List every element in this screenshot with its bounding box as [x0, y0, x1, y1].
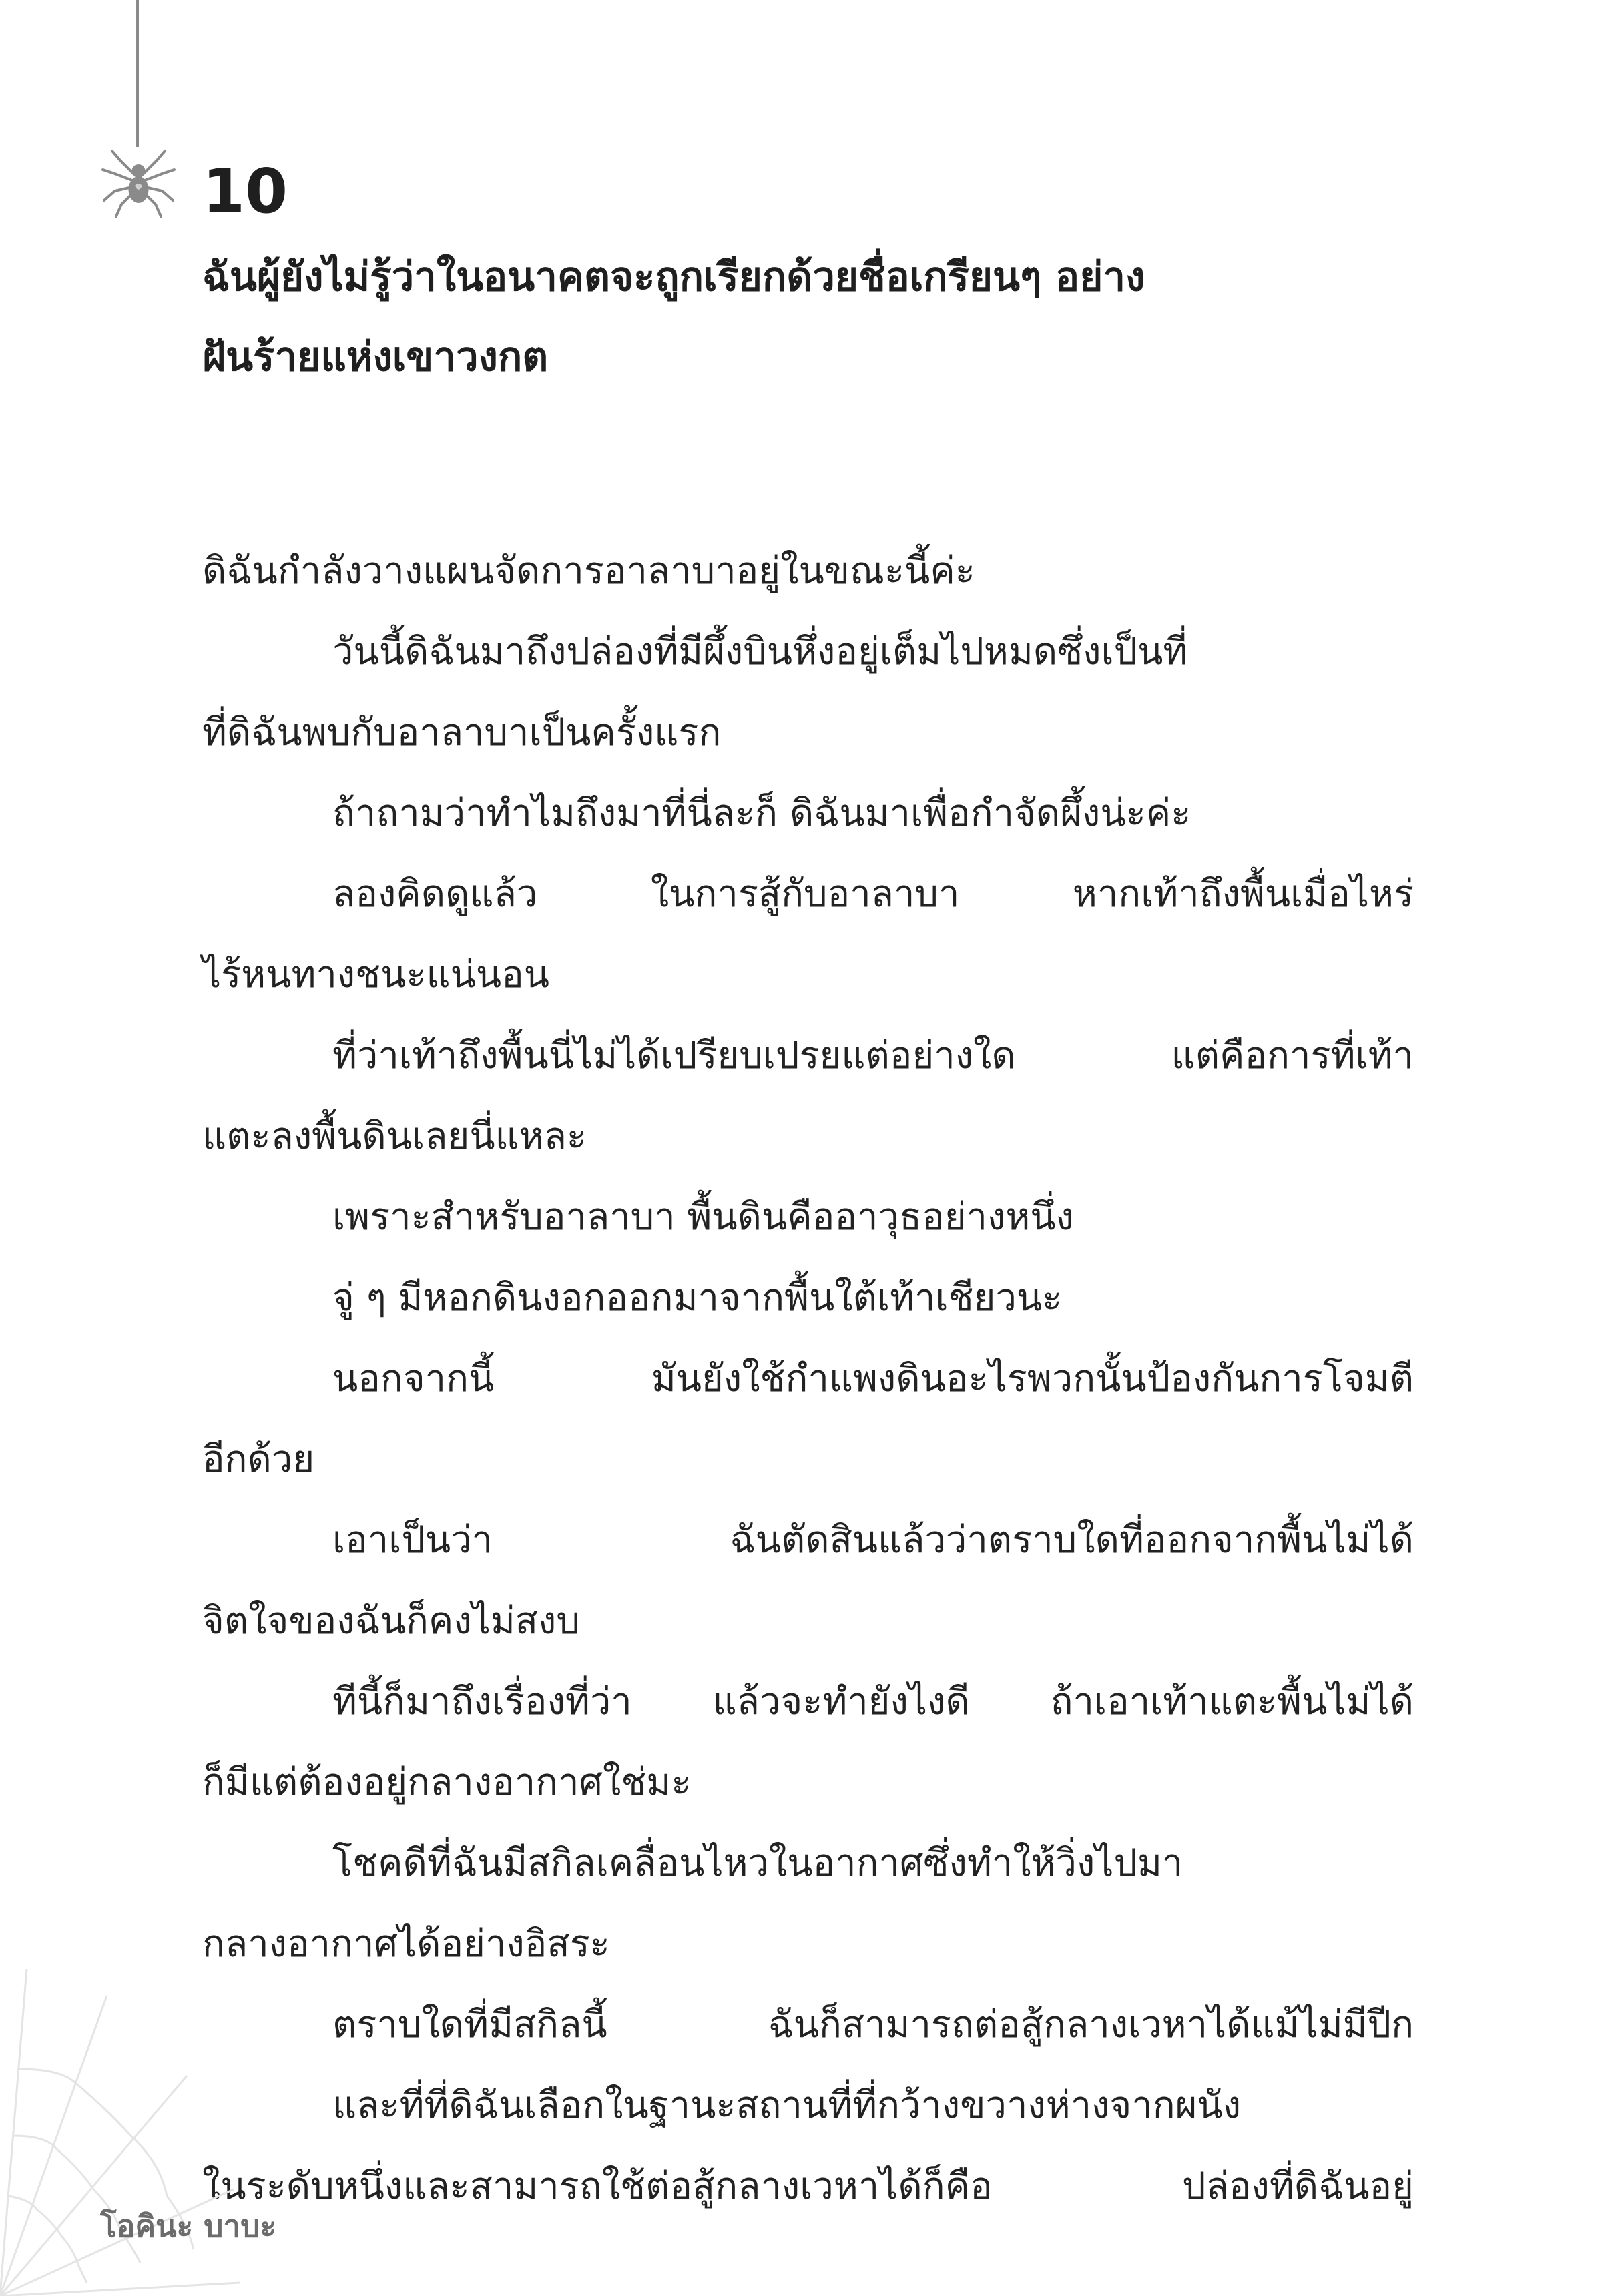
- body-line: อีกด้วย: [202, 1438, 315, 1481]
- spider-icon: [100, 147, 177, 220]
- body-line: โชคดีที่ฉันมีสกิลเคลื่อนไหวในอากาศซึ่งทำให้วิ่งไปมา: [332, 1841, 1183, 1885]
- body-line: ทีนี้ก็มาถึงเรื่องที่ว่า แล้วจะทำยังไงดี ถ้าเอาเท้าแตะพื้นไม่ได้: [332, 1680, 1414, 1723]
- chapter-title-line: ฝันร้ายแห่งเขาวงกต: [202, 334, 549, 380]
- chapter-title: [202, 237, 1417, 397]
- body-line: ในระดับหนึ่งและสามารถใช้ต่อสู้กลางเวหาได้ก็คือ ปล่องที่ดิฉันอยู่: [202, 2165, 1414, 2208]
- chapter-title-line: ฉันผู้ยังไม่รู้ว่าในอนาคตจะถูกเรียกด้วยชื่อเกรียนๆ อย่าง: [202, 254, 1145, 300]
- chapter-number: 10: [202, 156, 288, 227]
- body-line: ไร้หนทางชนะแน่นอน: [202, 953, 550, 996]
- body-line: จิตใจของฉันก็คงไม่สงบ: [202, 1599, 580, 1643]
- body-line: ก็มีแต่ต้องอยู่กลางอากาศใช่มะ: [202, 1761, 692, 1804]
- body-line: เอาเป็นว่า ฉันตัดสินแล้วว่าตราบใดที่ออกจากพื้นไม่ได้: [332, 1518, 1414, 1562]
- footer-author: โอคินะ บาบะ: [100, 2208, 277, 2244]
- body-line: แตะลงพื้นดินเลยนี่แหละ: [202, 1115, 587, 1158]
- body-line: ถ้าถามว่าทำไมถึงมาที่นี่ละก็ ดิฉันมาเพื่อกำจัดผึ้งน่ะค่ะ: [332, 792, 1191, 835]
- body-text: [202, 531, 1414, 2227]
- body-line: กลางอากาศได้อย่างอิสระ: [202, 1922, 610, 1966]
- body-line: ที่ว่าเท้าถึงพื้นนี่ไม่ได้เปรียบเปรยแต่อย่างใด แต่คือการที่เท้า: [332, 1034, 1414, 1077]
- body-line: ดิฉันกำลังวางแผนจัดการอาลาบาอยู่ในขณะนี้ค่ะ: [202, 549, 975, 593]
- body-line: เพราะสำหรับอาลาบา พื้นดินคืออาวุธอย่างหนึ่ง: [332, 1195, 1074, 1239]
- body-line: จู่ ๆ มีหอกดินงอกออกมาจากพื้นใต้เท้าเชียวนะ: [332, 1276, 1063, 1320]
- body-line: และที่ที่ดิฉันเลือกในฐานะสถานที่ที่กว้างขวางห่างจากผนัง: [332, 2084, 1242, 2127]
- body-line: ตราบใดที่มีสกิลนี้ ฉันก็สามารถต่อสู้กลางเวหาได้แม้ไม่มีปีก: [332, 2003, 1414, 2046]
- body-line: วันนี้ดิฉันมาถึงปล่องที่มีผึ้งบินหึ่งอยู่เต็มไปหมดซึ่งเป็นที่: [332, 630, 1188, 673]
- body-line: ที่ดิฉันพบกับอาลาบาเป็นครั้งแรก: [202, 711, 722, 754]
- spider-thread: [136, 0, 139, 147]
- cobweb-icon: [0, 1969, 240, 2296]
- body-line: ลองคิดดูแล้ว ในการสู้กับอาลาบา หากเท้าถึงพื้นเมื่อไหร่: [332, 872, 1414, 916]
- body-line: นอกจากนี้ มันยังใช้กำแพงดินอะไรพวกนั้นป้องกันการโจมตี: [332, 1357, 1414, 1400]
